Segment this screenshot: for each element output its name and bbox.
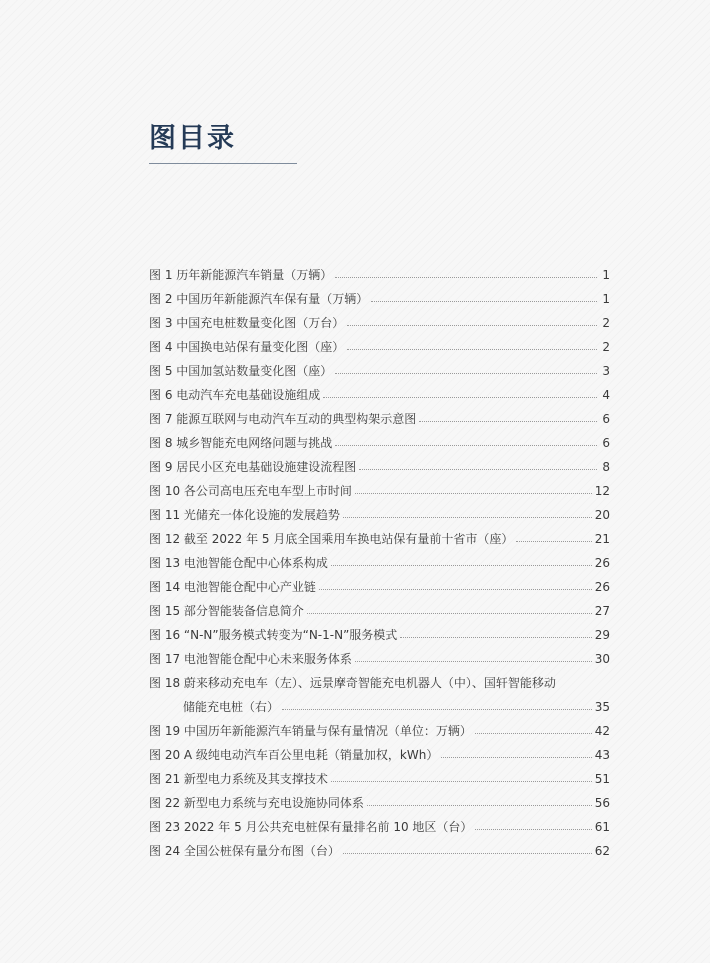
toc-entry-label: 图 14 电池智能仓配中心产业链 — [149, 580, 316, 594]
dot-leader — [359, 469, 597, 470]
toc-entry[interactable] — [149, 815, 610, 839]
toc-entry[interactable] — [149, 311, 610, 335]
dot-leader — [355, 493, 592, 494]
toc-page-number: 43 — [594, 748, 610, 762]
toc-entry-label: 图 21 新型电力系统及其支撑技术 — [149, 772, 328, 786]
toc-page-number: 1 — [602, 268, 610, 282]
toc-entry-label: 图 22 新型电力系统与充电设施协同体系 — [149, 796, 364, 810]
toc-page-number: 4 — [602, 388, 610, 402]
toc-page-number: 61 — [594, 820, 610, 834]
title-underline — [149, 163, 297, 164]
toc-page-number: 2 — [602, 340, 610, 354]
toc-entry-label: 储能充电桩（右） — [183, 700, 280, 714]
toc-page-number: 27 — [594, 604, 610, 618]
toc-entry-label: 图 11 光储充一体化设施的发展趋势 — [149, 508, 340, 522]
dot-leader — [347, 325, 597, 326]
toc-entry[interactable] — [149, 767, 610, 791]
dot-leader — [400, 637, 591, 638]
dot-leader — [282, 709, 592, 710]
dot-leader — [335, 445, 597, 446]
dot-leader — [367, 805, 592, 806]
toc-entry[interactable] — [149, 623, 610, 647]
toc-entry-label: 图 17 电池智能仓配中心未来服务体系 — [149, 652, 352, 666]
toc-page-number: 21 — [594, 532, 610, 546]
toc-entry-label: 图 5 中国加氢站数量变化图（座） — [149, 364, 333, 378]
toc-page-number: 35 — [594, 700, 610, 714]
toc-entry[interactable] — [149, 503, 610, 527]
toc-entry-label: 图 24 全国公桩保有量分布图（台） — [149, 844, 340, 858]
toc-entry-label: 图 19 中国历年新能源汽车销量与保有量情况（单位：万辆） — [149, 724, 472, 738]
toc-entry-label: 图 8 城乡智能充电网络问题与挑战 — [149, 436, 333, 450]
dot-leader — [323, 397, 597, 398]
toc-entry[interactable] — [149, 359, 610, 383]
toc-page-number: 3 — [602, 364, 610, 378]
toc-entry-label: 图 23 2022 年 5 月公共充电桩保有量排名前 10 地区（台） — [149, 820, 473, 834]
dot-leader — [331, 565, 592, 566]
dot-leader — [516, 541, 591, 542]
toc-entry[interactable] — [149, 671, 610, 695]
toc-entry[interactable] — [149, 431, 610, 455]
toc-page-number: 12 — [594, 484, 610, 498]
figure-list — [149, 263, 610, 863]
toc-entry[interactable] — [149, 335, 610, 359]
toc-page-number: 26 — [594, 556, 610, 570]
toc-page-number: 62 — [594, 844, 610, 858]
dot-leader — [475, 829, 591, 830]
toc-page-number: 26 — [594, 580, 610, 594]
toc-entry-label: 图 18 蔚来移动充电车（左）、远景摩奇智能充电机器人（中）、国轩智能移动 — [149, 676, 556, 690]
toc-entry[interactable] — [149, 551, 610, 575]
toc-page-number: 6 — [602, 412, 610, 426]
toc-entry[interactable] — [149, 743, 610, 767]
toc-page-number: 2 — [602, 316, 610, 330]
toc-entry[interactable] — [149, 263, 610, 287]
dot-leader — [355, 661, 592, 662]
toc-entry[interactable] — [149, 455, 610, 479]
toc-entry-label: 图 6 电动汽车充电基础设施组成 — [149, 388, 321, 402]
toc-entry-label: 图 4 中国换电站保有量变化图（座） — [149, 340, 345, 354]
dot-leader — [371, 301, 597, 302]
toc-entry[interactable] — [149, 839, 610, 863]
toc-entry-label: 图 2 中国历年新能源汽车保有量（万辆） — [149, 292, 369, 306]
toc-page-number: 42 — [594, 724, 610, 738]
toc-entry-label: 图 16 “N-N”服务模式转变为“N-1-N”服务模式 — [149, 628, 398, 642]
toc-entry[interactable] — [149, 479, 610, 503]
dot-leader — [331, 781, 592, 782]
toc-entry[interactable] — [149, 575, 610, 599]
toc-entry-label: 图 3 中国充电桩数量变化图（万台） — [149, 316, 345, 330]
dot-leader — [319, 589, 592, 590]
dot-leader — [419, 421, 597, 422]
dot-leader — [475, 733, 592, 734]
toc-entry[interactable] — [149, 527, 610, 551]
toc-entry-label: 图 13 电池智能仓配中心体系构成 — [149, 556, 328, 570]
toc-entry[interactable] — [149, 287, 610, 311]
toc-entry[interactable] — [149, 719, 610, 743]
toc-page-number: 56 — [594, 796, 610, 810]
dot-leader — [335, 277, 597, 278]
toc-page-number: 51 — [594, 772, 610, 786]
toc-page-number: 30 — [594, 652, 610, 666]
toc-entry-label: 图 1 历年新能源汽车销量（万辆） — [149, 268, 333, 282]
toc-entry[interactable] — [149, 791, 610, 815]
toc-entry-label: 图 7 能源互联网与电动汽车互动的典型构架示意图 — [149, 412, 417, 426]
toc-entry[interactable] — [149, 383, 610, 407]
page-title: 图目录 — [149, 123, 236, 154]
toc-page-number: 29 — [594, 628, 610, 642]
toc-entry-label: 图 10 各公司高电压充电车型上市时间 — [149, 484, 352, 498]
toc-entry-continuation[interactable] — [149, 695, 610, 719]
dot-leader — [347, 349, 597, 350]
toc-entry-label: 图 9 居民小区充电基础设施建设流程图 — [149, 460, 357, 474]
dot-leader — [335, 373, 597, 374]
dot-leader — [307, 613, 592, 614]
toc-entry[interactable] — [149, 599, 610, 623]
toc-entry-label: 图 12 截至 2022 年 5 月底全国乘用车换电站保有量前十省市（座） — [149, 532, 514, 546]
toc-entry[interactable] — [149, 647, 610, 671]
toc-page-number: 1 — [602, 292, 610, 306]
dot-leader — [343, 853, 592, 854]
dot-leader — [343, 517, 592, 518]
toc-entry-label: 图 20 A 级纯电动汽车百公里电耗（销量加权，kWh） — [149, 748, 439, 762]
toc-page-number: 20 — [594, 508, 610, 522]
toc-entry[interactable] — [149, 407, 610, 431]
toc-page-number: 8 — [602, 460, 610, 474]
toc-entry-label: 图 15 部分智能装备信息简介 — [149, 604, 304, 618]
dot-leader — [441, 757, 591, 758]
toc-page-number: 6 — [602, 436, 610, 450]
